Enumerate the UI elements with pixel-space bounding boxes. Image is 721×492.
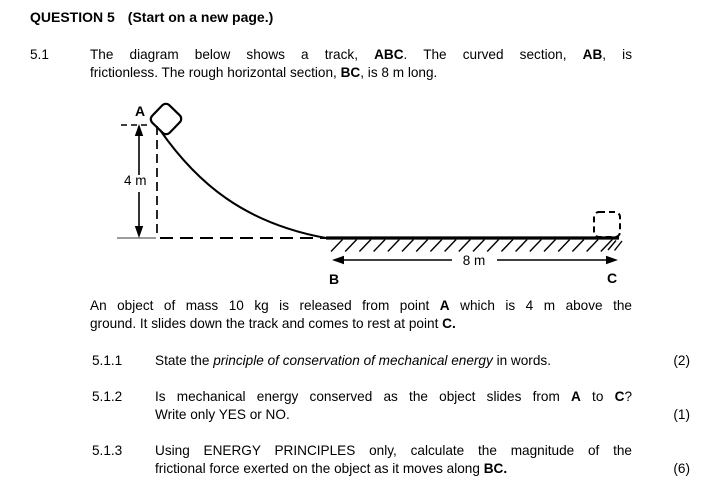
text-line — [90, 46, 632, 64]
text-line — [90, 64, 632, 82]
text-line — [90, 297, 632, 315]
sub-question-text — [155, 442, 632, 478]
text-segment: C. — [442, 316, 456, 331]
text-segment: AB — [582, 47, 603, 62]
hatch-mark — [445, 240, 457, 252]
text-segment: , is 8 m long. — [360, 65, 438, 80]
text-segment: BC — [340, 65, 361, 80]
hatch-mark — [374, 240, 386, 252]
hatch-mark — [501, 240, 513, 252]
text-line — [90, 315, 632, 333]
text-segment: in words. — [492, 353, 551, 368]
hatch-mark — [459, 240, 471, 252]
hatch-mark — [388, 240, 400, 252]
point-c-label: C — [607, 270, 618, 286]
text-segment: A — [571, 389, 581, 404]
height-label: 4 m — [124, 173, 147, 188]
text-segment: ground. It slides down the track and comes to rest at point — [90, 316, 443, 331]
question-header — [30, 9, 273, 25]
hatch-mark — [544, 240, 556, 252]
text-segment: , is — [602, 47, 632, 62]
sliding-block — [149, 102, 184, 137]
hatch-mark — [572, 240, 584, 252]
text-line — [155, 460, 632, 478]
sub-question-text — [155, 352, 632, 370]
hatch-mark — [601, 240, 613, 252]
sub-question-number: 5.1.2 — [92, 389, 123, 404]
hatch-mark — [359, 240, 371, 252]
point-a-label: A — [135, 103, 146, 119]
header-note: (Start on a new page.) — [127, 9, 274, 25]
sub-question-text — [155, 388, 632, 424]
hatch-mark — [430, 240, 442, 252]
length-label: 8 m — [462, 253, 486, 268]
mark-allocation: (6) — [673, 461, 690, 476]
hatch-mark — [345, 240, 357, 252]
hatch-mark — [402, 240, 414, 252]
hatch-mark — [416, 240, 428, 252]
text-segment: to — [580, 389, 615, 404]
text-segment: BC. — [483, 461, 508, 476]
text-segment: The diagram below shows a track, — [90, 47, 375, 62]
text-segment: which is 4 m above the — [449, 298, 632, 313]
sub-question-number: 5.1.1 — [92, 353, 123, 368]
text-segment: ? — [624, 389, 632, 404]
text-segment: principle of conservation of mechanical energy — [213, 353, 493, 368]
text-line — [155, 352, 632, 370]
question-title: QUESTION 5 — [30, 9, 115, 25]
text-segment: C — [614, 389, 625, 404]
mark-allocation: (1) — [673, 407, 690, 422]
hatch-mark — [487, 240, 499, 252]
text-line — [155, 442, 632, 460]
hatch-mark — [530, 240, 542, 252]
text-line — [155, 388, 632, 406]
text-segment: ABC — [374, 47, 404, 62]
text-segment: . The curved section, — [403, 47, 583, 62]
text-segment: Write only YES or NO. — [155, 407, 290, 422]
sub-question-number: 5.1.3 — [92, 443, 123, 458]
block-at-rest-outline — [594, 212, 620, 237]
hatch-mark — [615, 241, 623, 251]
text-segment: State the — [155, 353, 214, 368]
curved-track-ab — [160, 130, 326, 238]
text-segment: An object of mass 10 kg is released from point — [90, 298, 440, 313]
item-number-5-1: 5.1 — [30, 47, 49, 62]
text-segment: frictional force exerted on the object as it moves along — [155, 461, 484, 476]
hatch-mark — [331, 240, 343, 252]
description-paragraph — [90, 297, 632, 333]
hatch-mark — [558, 240, 570, 252]
point-b-label: B — [329, 271, 340, 287]
intro-paragraph — [90, 46, 632, 82]
mark-allocation: (2) — [673, 353, 690, 368]
track-diagram — [0, 95, 721, 295]
text-segment: frictionless. The rough horizontal section, — [90, 65, 341, 80]
hatch-mark — [587, 240, 599, 252]
text-line — [155, 406, 632, 424]
text-segment: Using ENERGY PRINCIPLES only, calculate the magnitude of the — [155, 443, 632, 458]
hatch-mark — [473, 240, 485, 252]
text-segment: Is mechanical energy conserved as the object slides from — [155, 389, 572, 404]
ground-hatching — [331, 240, 622, 252]
text-segment: A — [439, 298, 450, 313]
hatch-mark — [516, 240, 528, 252]
